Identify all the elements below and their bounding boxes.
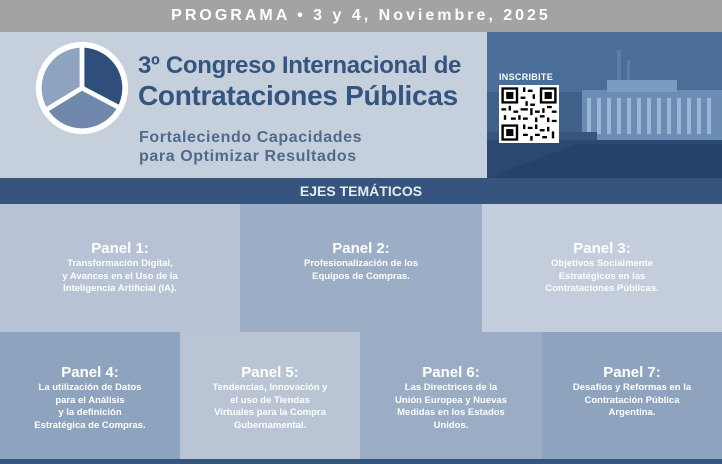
subtitle-line-1: Fortaleciendo Capacidades	[139, 129, 363, 146]
panel-line: y la definición	[58, 407, 122, 418]
panel-line: Estratégicos en las	[558, 270, 646, 282]
panel-line: Inteligencia Artificial (IA).	[63, 283, 177, 294]
panel-2	[240, 204, 482, 332]
panel-line: Medidas en los Estados	[397, 407, 505, 418]
panel-title: Panel 3:	[573, 240, 631, 257]
panel-line: Contratación Pública	[584, 394, 680, 406]
panel-line: Gubernamental.	[233, 419, 307, 431]
panel-line: Profesionalización de los	[303, 258, 419, 269]
section-title: EJES TEMÁTICOS	[299, 183, 423, 199]
panel-line: Contrataciones Públicas.	[545, 283, 659, 294]
panel-line: Objetivos Socialmente	[551, 258, 653, 269]
panel-line: La utilización de Datos	[38, 382, 142, 393]
panel-line: Unión Europea y Nuevas	[395, 394, 507, 406]
panel-description	[304, 258, 418, 283]
panel-title: Panel 4:	[61, 364, 119, 381]
panel-description	[62, 258, 177, 296]
panel-title: Panel 1:	[91, 240, 149, 257]
panel-line: el uso de Tiendas	[230, 394, 310, 406]
bottom-bar	[0, 459, 722, 464]
panel-5	[180, 332, 360, 459]
panel-line: Tendencias, Innovación y	[212, 382, 328, 393]
panel-line: Desafíos y Reformas en la	[572, 382, 692, 393]
panel-7	[542, 332, 722, 459]
panel-line: Argentina.	[608, 407, 656, 418]
qr-code-icon	[499, 85, 559, 143]
panel-title: Panel 5:	[241, 364, 299, 381]
panel-line: Unidos.	[433, 419, 469, 431]
panel-line: Transformación Digital,	[67, 258, 173, 269]
panel-line: para el Análisis	[55, 394, 125, 406]
congress-title	[138, 54, 461, 110]
panel-description	[213, 382, 328, 432]
panel-title: Panel 7:	[603, 364, 661, 381]
panel-3	[482, 204, 722, 332]
panel-4	[0, 332, 180, 459]
panel-description	[395, 382, 507, 432]
panel-description	[34, 382, 145, 432]
panel-description	[573, 382, 691, 420]
registration-qr-code[interactable]	[499, 85, 559, 143]
congress-logo	[34, 40, 130, 136]
program-date-text: PROGRAMA • 3 y 4, Noviembre, 2025	[171, 7, 551, 24]
panel-description	[545, 258, 659, 296]
panel-line: Estratégica de Compras.	[34, 419, 146, 431]
panel-line: Las Directrices de la	[404, 382, 498, 393]
inscribite-label: INSCRIBITE	[499, 72, 554, 82]
panel-line: y Avances en el Uso de la	[62, 270, 178, 282]
program-date-bar	[0, 0, 722, 32]
panel-6	[360, 332, 542, 459]
header-banner	[0, 32, 722, 178]
panel-line: Equipos de Compras.	[312, 270, 410, 282]
panel-line: Virtuales para la Compra	[214, 407, 326, 418]
panel-title: Panel 6:	[422, 364, 480, 381]
congress-subtitle	[139, 128, 362, 166]
panel-title: Panel 2:	[332, 240, 390, 257]
title-line-1: 3º Congreso Internacional de	[138, 52, 462, 79]
section-header-ejes	[0, 178, 722, 204]
subtitle-line-2: para Optimizar Resultados	[139, 148, 357, 165]
panel-1	[0, 204, 240, 332]
title-line-2: Contrataciones Públicas	[138, 80, 458, 111]
